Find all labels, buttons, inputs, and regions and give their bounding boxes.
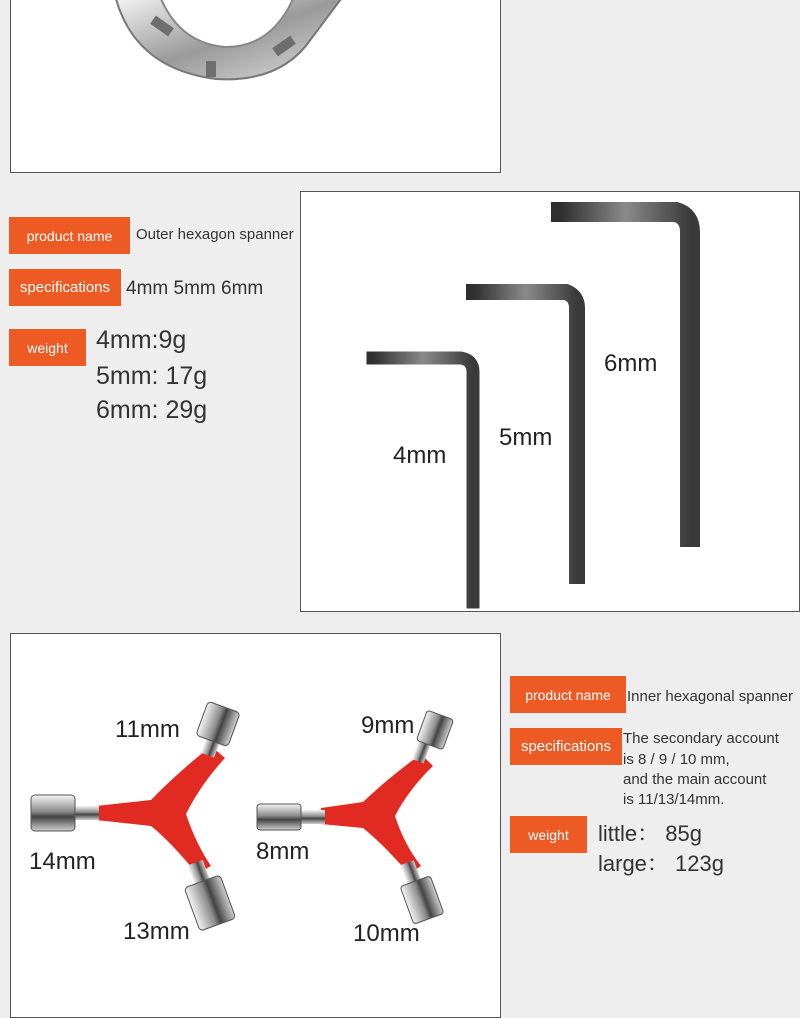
specifications-line-3: and the main account [623, 771, 767, 788]
y-wrench-small [257, 710, 454, 924]
y-wrench-image [11, 634, 501, 1018]
weight-tag-inner: weight [510, 816, 587, 853]
weight-value-6mm: 6mm: 29g [96, 396, 208, 424]
socket-label-13mm: 13mm [123, 918, 190, 945]
socket-label-14mm: 14mm [29, 848, 96, 875]
specifications-line-1: The secondary account [623, 730, 779, 747]
product-name-value-inner: Inner hexagonal spanner [627, 688, 793, 705]
socket-label-10mm: 10mm [353, 920, 420, 947]
specifications-value: 4mm 5mm 6mm [126, 278, 264, 299]
hex-key-4mm [373, 358, 473, 602]
hex-keys-image-panel [300, 191, 800, 612]
socket-label-9mm: 9mm [361, 712, 415, 739]
hex-key-label-4mm: 4mm [393, 442, 447, 469]
y-wrench-image-panel [10, 633, 501, 1018]
spoke-wrench-image [11, 0, 501, 173]
weight-value-large: large： 123g [598, 851, 724, 876]
specifications-tag-inner: specifications [510, 728, 622, 765]
weight-tag: weight [9, 329, 86, 366]
hex-key-label-5mm: 5mm [499, 424, 553, 451]
specifications-line-4: is 11/13/14mm. [623, 791, 725, 808]
product-name-value: Outer hexagon spanner [136, 226, 294, 243]
socket-label-11mm: 11mm [115, 716, 180, 743]
weight-value-5mm: 5mm: 17g [96, 362, 208, 390]
specifications-tag: specifications [9, 269, 121, 306]
hex-key-label-6mm: 6mm [604, 350, 658, 377]
socket-label-8mm: 8mm [256, 838, 310, 865]
spoke-wrench-image-panel [10, 0, 501, 173]
weight-value-little: little： 85g [598, 821, 702, 846]
weight-value-4mm: 4mm:9g [96, 326, 187, 354]
product-name-tag-inner: product name [510, 676, 626, 713]
hex-keys-image [301, 192, 800, 612]
specifications-line-2: is 8 / 9 / 10 mm, [623, 751, 730, 768]
product-name-tag: product name [9, 217, 130, 254]
